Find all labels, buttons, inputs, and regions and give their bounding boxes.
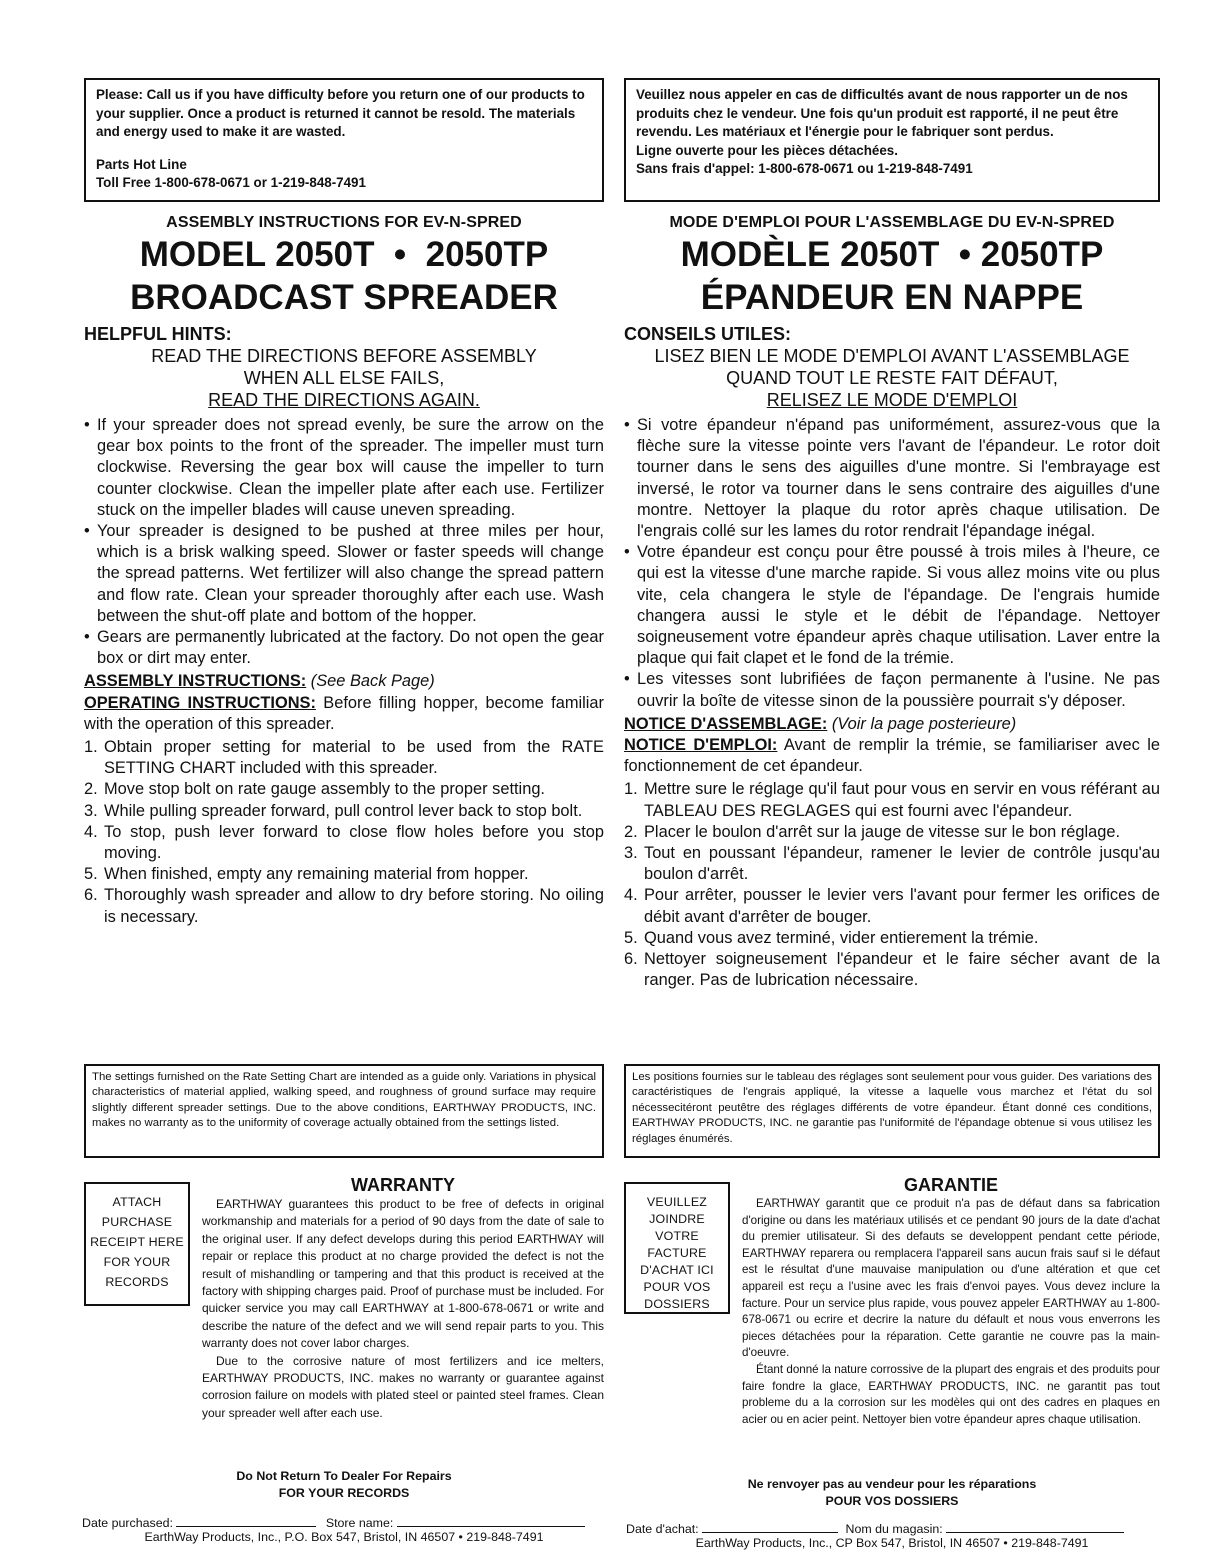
operating-intro: Before filling hopper, become familiar with the operation of this spreader. bbox=[84, 693, 604, 733]
step-number: 6. bbox=[84, 886, 98, 905]
step-text: Placer le boulon d'arrêt sur la jauge de vitesse sur le bon réglage. bbox=[644, 822, 1121, 841]
step-text: Move stop bolt on rate gauge assembly to the proper setting. bbox=[104, 780, 545, 799]
hint-line: LISEZ BIEN LE MODE D'EMPLOI AVANT L'ASSEMBLAGE bbox=[654, 346, 1130, 366]
step-number: 4. bbox=[624, 886, 638, 905]
list-item: • Si votre épandeur n'épand pas uniformément, assurez-vous que la flèche sure la vitesse pointe vers l'avant de l'épandeur. Le rotor doit tourner dans le sens des aiguilles d'une montre. Si l'embrayage est inversé, le rotor va tourner dans le sens contraire des aiguilles d'une montre. Nettoyer la plaque du rotor après chaque utilisation. De l'engrais collé sur les lames du rotor rendrait l'épandage inégal. bbox=[624, 415, 1160, 542]
step-item bbox=[84, 822, 604, 864]
warranty-title: WARRANTY bbox=[351, 1175, 455, 1195]
hints-list bbox=[84, 415, 604, 669]
step-number: 2. bbox=[84, 780, 98, 799]
helpful-hints-heading: CONSEILS UTILES: bbox=[624, 324, 792, 344]
operating-instructions-para bbox=[84, 693, 604, 735]
call-us-text: Please: Call us if you have difficulty before you return one of our products to your supplier. Once a product is returned it cannot be resold. The materials and energy used to make it are wasted. bbox=[96, 87, 585, 139]
date-purchased-label: Date purchased: bbox=[82, 1516, 173, 1530]
assembly-instructions-line bbox=[624, 714, 1160, 735]
dnr-line: Do Not Return To Dealer For Repairs bbox=[236, 1469, 452, 1483]
step-number: 3. bbox=[624, 844, 638, 863]
store-name-field[interactable] bbox=[397, 1514, 585, 1527]
rate-setting-disclaimer: The settings furnished on the Rate Setting Chart are intended as a guide only. Variations in physical characteristics of material applied, walking speed, and roughness of ground surface may require slightly different spreader settings. Due to the above conditions, EARTHWAY PRODUCTS, INC. makes no warranty as to the uniformity of coverage actually obtained from the settings listed. bbox=[84, 1064, 604, 1158]
attach-receipt-box bbox=[84, 1182, 190, 1306]
step-text: Quand vous avez terminé, vider entierement la trémie. bbox=[644, 928, 1039, 947]
assembly-note: (Voir la page posterieure) bbox=[831, 714, 1017, 733]
attach-line: VEUILLEZ bbox=[646, 1195, 708, 1209]
parts-hotline-label: Ligne ouverte pour les pièces détachées. bbox=[636, 142, 898, 158]
date-purchased-label: Date d'achat: bbox=[626, 1522, 699, 1536]
attach-line: DOSSIERS bbox=[644, 1297, 710, 1311]
attach-line: ATTACH bbox=[112, 1195, 162, 1209]
english-column bbox=[84, 78, 604, 928]
company-address: EarthWay Products, Inc., CP Box 547, Bristol, IN 46507 • 219-848-7491 bbox=[695, 1536, 1089, 1550]
product-title: BROADCAST SPREADER bbox=[130, 278, 558, 317]
attach-line: POUR VOS bbox=[643, 1280, 711, 1294]
warranty-body bbox=[742, 1174, 1160, 1428]
company-address: EarthWay Products, Inc., P.O. Box 547, Bristol, IN 46507 • 219-848-7491 bbox=[144, 1530, 544, 1544]
french-warranty-section bbox=[624, 1064, 1160, 1550]
attach-line: RECORDS bbox=[105, 1275, 169, 1289]
step-text: While pulling spreader forward, pull control lever back to stop bolt. bbox=[104, 801, 583, 820]
warranty-paragraph: EARTHWAY garantit que ce produit n'a pas de défaut dans sa fabrication d'origine ou dans les matériaux utilisés et ce pendant 90 jours de la date d'achat du premier utilisateur. Si des defauts se developpent pendant cette période, EARTHWAY reparera ou remplacera l'appareil sans aucun frais sauf si le défaut est le résultat d'une mauvaise manipulation ou d'une altération et que cet appareil est reçu a l'usine avec les frais d'envoi payes. Vous devez inclure la facture. Pour un service plus rapide, vous pouvez appeler EARTHWAY au 1-800-678-0671 ou ecrire et decrire la nature du défault et nous vous enverrons les pieces détachées pour la réparation. Cette garantie ne couvre pas la main-d'oeuvre. bbox=[742, 1197, 1160, 1360]
assembly-heading: NOTICE D'ASSEMBLAGE: bbox=[624, 714, 828, 733]
operating-heading: NOTICE D'EMPLOI: bbox=[624, 736, 778, 755]
do-not-return-notice bbox=[624, 1476, 1160, 1510]
attach-line: RECEIPT HERE bbox=[90, 1235, 184, 1249]
hint-line: WHEN ALL ELSE FAILS, bbox=[243, 368, 445, 388]
warranty-title: GARANTIE bbox=[904, 1175, 998, 1195]
step-number: 3. bbox=[84, 801, 98, 820]
hint-line: READ THE DIRECTIONS AGAIN. bbox=[208, 390, 480, 410]
assembly-instructions-line bbox=[84, 671, 604, 692]
step-text: Pour arrêter, pousser le levier vers l'avant pour fermer les orifices de débit avant d'arrêter de bouger. bbox=[644, 886, 1160, 926]
attach-line: PURCHASE bbox=[101, 1215, 173, 1229]
attach-line: FOR YOUR bbox=[103, 1255, 171, 1269]
warranty-paragraph: Étant donné la nature corrossive de la plupart des engrais et des produits pour faire fondre la glace, EARTHWAY PRODUCTS, INC. ne garantit pas tout probleme du a la corrosion sur les modèles qui ont des cadres en plaques en acier ou en acier peint. Nettoyer bien votre épandeur apres chaque utilisation. bbox=[742, 1362, 1160, 1426]
parts-hotline-label: Parts Hot Line bbox=[96, 156, 187, 172]
toll-free-number: Toll Free 1-800-678-0671 or 1-219-848-7491 bbox=[96, 175, 366, 190]
list-item: • Les vitesses sont lubrifiées de façon permanente à l'usine. Ne pas ouvrir la boîte de vitesse sinon de la poussière pourrait s'y déposer. bbox=[624, 669, 1160, 711]
step-number: 4. bbox=[84, 822, 98, 841]
warranty-paragraph: EARTHWAY guarantees this product to be free of defects in original workmanship and materials for a period of 90 days from the date of sale to the original user. If any defect develops during this period EARTHWAY will repair or replace this product at no charge provided the defect is not the result of mishandling or tampering and that this product is received at the factory with shipping charges paid. Proof of purchase must be included. For quicker service you may call EARTHWAY at 1-800-678-0671 or write and describe the nature of the defect and we will send repair parts to you. This warranty does not cover labor charges. bbox=[202, 1197, 604, 1351]
step-text: Mettre sure le réglage qu'il faut pour vous en servir en vous référant au TABLEAU DES REGLAGES qui est fourni avec l'épandeur. bbox=[644, 780, 1160, 820]
warranty-paragraph: Due to the corrosive nature of most fertilizers and ice melters, EARTHWAY PRODUCTS, INC. makes no warranty or guarantee against corrosion failure on models with plated steel or painted steel frames. Clean your spreader well after each use. bbox=[202, 1353, 604, 1420]
steps-list bbox=[84, 737, 604, 928]
step-item bbox=[84, 801, 604, 822]
step-number: 5. bbox=[624, 928, 638, 947]
hint-line: READ THE DIRECTIONS BEFORE ASSEMBLY bbox=[151, 346, 537, 366]
step-number: 1. bbox=[84, 738, 98, 757]
purchase-info-line bbox=[82, 1514, 604, 1531]
step-item bbox=[624, 885, 1160, 927]
english-warranty-section bbox=[82, 1064, 604, 1544]
store-name-label: Store name: bbox=[325, 1516, 394, 1530]
model-title: MODEL 2050T • 2050TP bbox=[139, 235, 549, 274]
dnr-line: FOR YOUR RECORDS bbox=[278, 1486, 410, 1500]
assembly-note: (See Back Page) bbox=[310, 672, 435, 691]
step-item bbox=[624, 843, 1160, 885]
dnr-line: POUR VOS DOSSIERS bbox=[825, 1494, 959, 1508]
step-item bbox=[84, 885, 604, 927]
list-item: • Your spreader is designed to be pushed at three miles per hour, which is a brisk walking speed. Slower or faster speeds will change the spread patterns. Wet fertilizer will also change the spread pattern and flow rate. Clean your spreader thoroughly after each use. Wash between the shut-off plate and bottom of the hopper. bbox=[84, 521, 604, 627]
steps-list bbox=[624, 779, 1160, 991]
step-text: Nettoyer soigneusement l'épandeur et le faire sécher avant de la ranger. Pas de lubrication nécessaire. bbox=[644, 950, 1160, 990]
model-title: MODÈLE 2050T • 2050TP bbox=[680, 235, 1104, 274]
call-us-notice bbox=[84, 78, 604, 202]
attach-line: D'ACHAT ICI bbox=[640, 1263, 714, 1277]
toll-free-number: Sans frais d'appel: 1-800-678-0671 ou 1-219-848-7491 bbox=[636, 161, 973, 176]
step-item bbox=[84, 737, 604, 779]
step-text: Tout en poussant l'épandeur, ramener le levier de contrôle jusqu'au boulon d'arrêt. bbox=[644, 844, 1160, 884]
warranty-body bbox=[202, 1174, 604, 1422]
attach-line: FACTURE bbox=[647, 1246, 707, 1260]
attach-receipt-box bbox=[624, 1182, 730, 1314]
store-name-field[interactable] bbox=[946, 1520, 1124, 1533]
doc-subtitle: MODE D'EMPLOI POUR L'ASSEMBLAGE DU EV-N-SPRED bbox=[669, 214, 1115, 231]
step-item bbox=[624, 949, 1160, 991]
step-number: 6. bbox=[624, 950, 638, 969]
step-number: 5. bbox=[84, 865, 98, 884]
step-text: Obtain proper setting for material to be used from the RATE SETTING CHART included with this spreader. bbox=[104, 738, 604, 778]
operating-instructions-para bbox=[624, 735, 1160, 777]
helpful-hints-heading: HELPFUL HINTS: bbox=[84, 324, 232, 344]
assembly-heading: ASSEMBLY INSTRUCTIONS: bbox=[84, 672, 307, 691]
attach-line: JOINDRE VOTRE bbox=[649, 1212, 705, 1243]
store-name-label: Nom du magasin: bbox=[845, 1522, 943, 1536]
hint-line: QUAND TOUT LE RESTE FAIT DÉFAUT, bbox=[726, 368, 1058, 388]
product-title: ÉPANDEUR EN NAPPE bbox=[700, 278, 1084, 317]
date-purchased-field[interactable] bbox=[702, 1520, 838, 1533]
list-item: • If your spreader does not spread evenly, be sure the arrow on the gear box points to the front of the spreader. The impeller must turn clockwise. Reversing the gear box will cause the impeller to turn counter clockwise. Clean the impeller plate after each use. Fertilizer stuck on the impeller blades will cause uneven spreading. bbox=[84, 415, 604, 521]
date-purchased-field[interactable] bbox=[176, 1514, 316, 1527]
dnr-line: Ne renvoyer pas au vendeur pour les réparations bbox=[747, 1477, 1037, 1491]
step-item bbox=[84, 864, 604, 885]
hints-list bbox=[624, 415, 1160, 712]
doc-subtitle: ASSEMBLY INSTRUCTIONS FOR EV-N-SPRED bbox=[166, 214, 522, 231]
operating-intro: Avant de remplir la trémie, se familiariser avec le fonctionnement de cet épandeur. bbox=[624, 736, 1160, 776]
rate-setting-disclaimer: Les positions fournies sur le tableau des réglages sont seulement pour vous guider. Des variations des caractéristiques de l'engrais appliqué, la vitesse a laquelle vous marchez et l'état du sol nécessecitéront peutêtre des réglages différents de votre épandeur. Étant donné ces conditions, EARTHWAY PRODUCTS, INC. ne garantie pas l'uniformité de l'épandage obtenue si vous utilisez les réglages énumérés. bbox=[624, 1064, 1160, 1158]
step-item bbox=[624, 822, 1160, 843]
hint-line: RELISEZ LE MODE D'EMPLOI bbox=[766, 390, 1018, 410]
step-text: To stop, push lever forward to close flow holes before you stop moving. bbox=[104, 822, 604, 863]
list-item: • Votre épandeur est conçu pour être poussé à trois miles à l'heure, ce qui est la vitesse d'une marche rapide. Si vous allez moins vite ou plus vite, cela changera le style de l'épandage. De l'engrais humide changera aussi le style et le débit de l'épandage. Nettoyer soigneusement votre épandeur après chaque utilisation. Laver entre la plaque qui fait clapet et le fond de la trémie. bbox=[624, 542, 1160, 669]
step-item bbox=[624, 779, 1160, 821]
do-not-return-notice bbox=[84, 1468, 604, 1502]
french-column bbox=[624, 78, 1160, 991]
call-us-notice bbox=[624, 78, 1160, 202]
purchase-info-line bbox=[626, 1520, 1160, 1537]
warranty-block bbox=[624, 1174, 1160, 1504]
step-number: 1. bbox=[624, 780, 638, 799]
call-us-text: Veuillez nous appeler en cas de difficultés avant de nous rapporter un de nos produits chez le vendeur. Une fois qu'un produit est rapporté, il ne peut être revendu. Les matériaux et l'énergie pour le fabriquer sont perdus. bbox=[636, 87, 1128, 139]
step-item bbox=[84, 779, 604, 800]
list-item: • Gears are permanently lubricated at the factory. Do not open the gear box or dirt may enter. bbox=[84, 627, 604, 669]
operating-heading: OPERATING INSTRUCTIONS: bbox=[84, 693, 316, 712]
step-item bbox=[624, 928, 1160, 949]
warranty-block bbox=[84, 1174, 604, 1504]
step-text: Thoroughly wash spreader and allow to dry before storing. No oiling is necessary. bbox=[104, 886, 604, 926]
step-text: When finished, empty any remaining material from hopper. bbox=[104, 865, 529, 884]
step-number: 2. bbox=[624, 822, 638, 841]
